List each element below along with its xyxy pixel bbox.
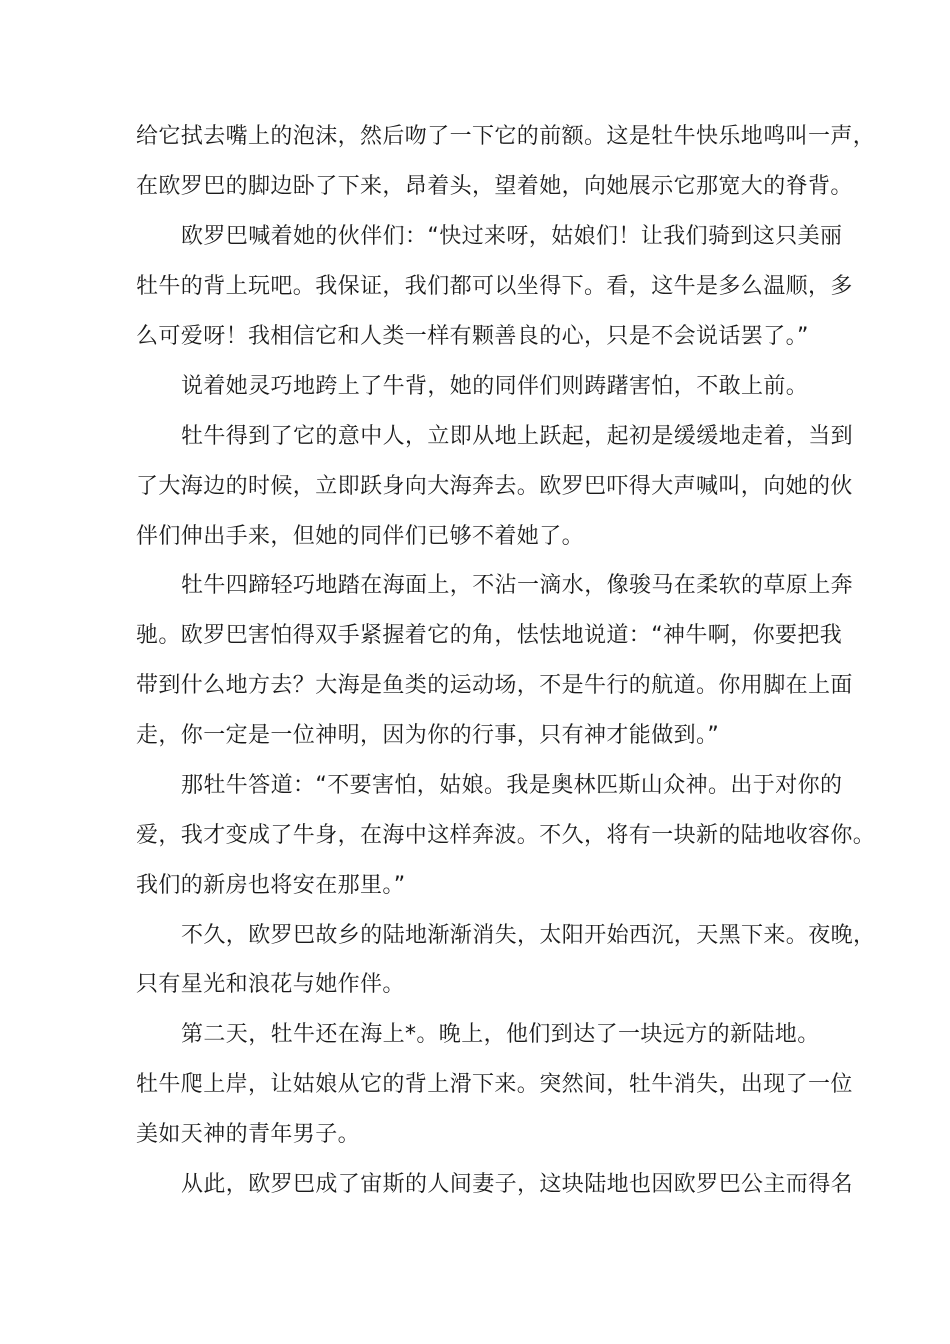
text-line: 了大海边的时候，立即跃身向大海奔去。欧罗巴吓得大声喊叫，向她的伙	[136, 474, 853, 499]
text-line: 牡牛的背上玩吧。我保证，我们都可以坐得下。看，这牛是多么温顺，多	[136, 274, 853, 299]
text-line: 带到什么地方去？大海是鱼类的运动场，不是牛行的航道。你用脚在上面	[136, 673, 853, 698]
text-line: 伴们伸出手来，但她的同伴们已够不着她了。	[136, 524, 585, 549]
text-line: 给它拭去嘴上的泡沫，然后吻了一下它的前额。这是牡牛快乐地鸣叫一声，	[136, 124, 876, 149]
text-line: 驰。欧罗巴害怕得双手紧握着它的角，怯怯地说道：“神牛啊，你要把我	[136, 623, 843, 648]
text-line: 走，你一定是一位神明，因为你的行事，只有神才能做到。”	[136, 723, 720, 748]
text-line: 牡牛四蹄轻巧地踏在海面上，不沾一滴水，像骏马在柔软的草原上奔	[181, 573, 854, 598]
text-line: 第二天，牡牛还在海上*。晚上，他们到达了一块远方的新陆地。	[181, 1022, 820, 1047]
text-line: 从此，欧罗巴成了宙斯的人间妻子，这块陆地也因欧罗巴公主而得名	[181, 1172, 854, 1197]
text-line: 不久，欧罗巴故乡的陆地渐渐消失，太阳开始西沉，天黑下来。夜晚，	[181, 923, 876, 948]
text-line: 美如天神的青年男子。	[136, 1122, 361, 1147]
text-line: 欧罗巴喊着她的伙伴们：“快过来呀，姑娘们！让我们骑到这只美丽	[181, 224, 843, 249]
text-line: 说着她灵巧地跨上了牛背，她的同伴们则踌躇害怕，不敢上前。	[181, 374, 809, 399]
text-line: 牡牛爬上岸，让姑娘从它的背上滑下来。突然间，牡牛消失，出现了一位	[136, 1072, 853, 1097]
text-line: 爱，我才变成了牛身，在海中这样奔波。不久，将有一块新的陆地收容你。	[136, 823, 876, 848]
text-line: 么可爱呀！我相信它和人类一样有颗善良的心，只是不会说话罢了。”	[136, 324, 809, 349]
text-line: 牡牛得到了它的意中人，立即从地上跃起，起初是缓缓地走着，当到	[181, 424, 854, 449]
text-line: 只有星光和浪花与她作伴。	[136, 972, 405, 997]
text-line: 在欧罗巴的脚边卧了下来，昂着头，望着她，向她展示它那宽大的脊背。	[136, 174, 853, 199]
text-line: 那牡牛答道：“不要害怕，姑娘。我是奥林匹斯山众神。出于对你的	[181, 773, 843, 798]
text-line: 我们的新房也将安在那里。”	[136, 873, 406, 898]
